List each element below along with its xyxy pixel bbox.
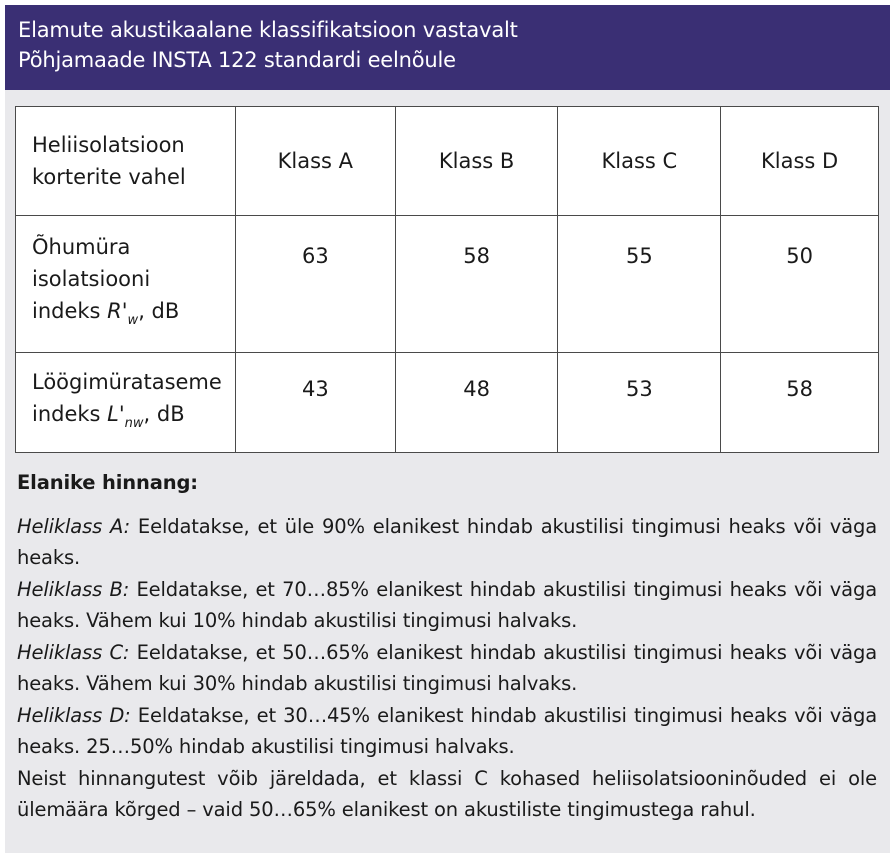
row-label-line-3 <box>32 295 235 337</box>
class-b-note <box>17 574 877 637</box>
value-cell: 58 <box>721 353 879 453</box>
note-label: Heliklass C: <box>17 640 130 664</box>
resident-assessment <box>17 467 877 826</box>
value-cell: 50 <box>721 216 879 353</box>
table-row <box>16 216 879 353</box>
note-text: Eeldatakse, et üle 90% elanikest hindab akustilisi tingimusi heaks või väga heaks. <box>17 514 877 569</box>
class-a-note <box>17 511 877 574</box>
note-label: Heliklass B: <box>17 577 130 601</box>
class-c-note <box>17 637 877 700</box>
row-label-line-1: Löögimürataseme <box>32 369 222 394</box>
row-label-line-1: Õhumüra <box>32 235 131 259</box>
note-label: Heliklass D: <box>17 703 131 727</box>
panel-header <box>5 5 890 90</box>
classification-panel <box>5 5 890 853</box>
note-text: Eeldatakse, et 70…85% elanikest hindab akustilisi tingimusi heaks või väga heaks. Vähem kui 10% hindab akustilisi tingimusi halvaks. <box>17 577 878 632</box>
header-line-1: Elamute akustikaalane klassifikatsioon vastavalt <box>18 18 518 42</box>
row-label-cell <box>16 216 236 353</box>
row-label-prefix: indeks <box>32 299 108 323</box>
header-label-line-2: korterite vahel <box>32 165 186 189</box>
row-unit: , dB <box>138 299 180 323</box>
class-a-header: Klass A <box>235 107 395 216</box>
table-row <box>16 353 879 453</box>
row-label-line-2: isolatsiooni <box>32 267 151 291</box>
value-cell: 63 <box>235 216 395 353</box>
assessment-title: Elanike hinnang: <box>17 471 198 494</box>
value-cell: 48 <box>395 353 558 453</box>
row-subscript: nw <box>124 415 144 431</box>
header-label-cell <box>16 107 236 216</box>
value-cell: 43 <box>235 353 395 453</box>
header-line-2: Põhjamaade INSTA 122 standardi eelnõule <box>18 48 456 72</box>
class-d-header: Klass D <box>721 107 879 216</box>
row-label-cell <box>16 353 236 453</box>
row-symbol: L' <box>107 401 125 426</box>
row-symbol: R' <box>107 299 128 323</box>
row-label-line-2 <box>32 398 235 440</box>
row-subscript: w <box>127 313 139 328</box>
header-label-line-1: Heliisolatsioon <box>32 133 185 157</box>
value-cell: 58 <box>395 216 558 353</box>
row-label-prefix: indeks <box>32 401 108 426</box>
classification-table <box>15 106 879 453</box>
conclusion-text: Neist hinnangutest võib järeldada, et klassi C kohased heliisolatsiooninõuded ei ole ülemäära kõrged – vaid 50…65% elanikest on akustiliste tingimustega rahul. <box>17 766 877 821</box>
note-label: Heliklass A: <box>17 514 131 538</box>
value-cell: 53 <box>558 353 721 453</box>
row-unit: , dB <box>143 401 185 426</box>
value-cell: 55 <box>558 216 721 353</box>
note-text: Eeldatakse, et 30…45% elanikest hindab akustilisi tingimusi heaks või väga heaks. 25…50% hindab akustilisi tingimusi halvaks. <box>17 703 877 758</box>
note-text: Eeldatakse, et 50…65% elanikest hindab akustilisi tingimusi heaks või väga heaks. Vähem kui 30% hindab akustilisi tingimusi halvaks. <box>17 640 877 695</box>
class-d-note <box>17 700 877 763</box>
table-header-row <box>16 107 879 216</box>
class-c-header: Klass C <box>558 107 721 216</box>
class-b-header: Klass B <box>395 107 558 216</box>
